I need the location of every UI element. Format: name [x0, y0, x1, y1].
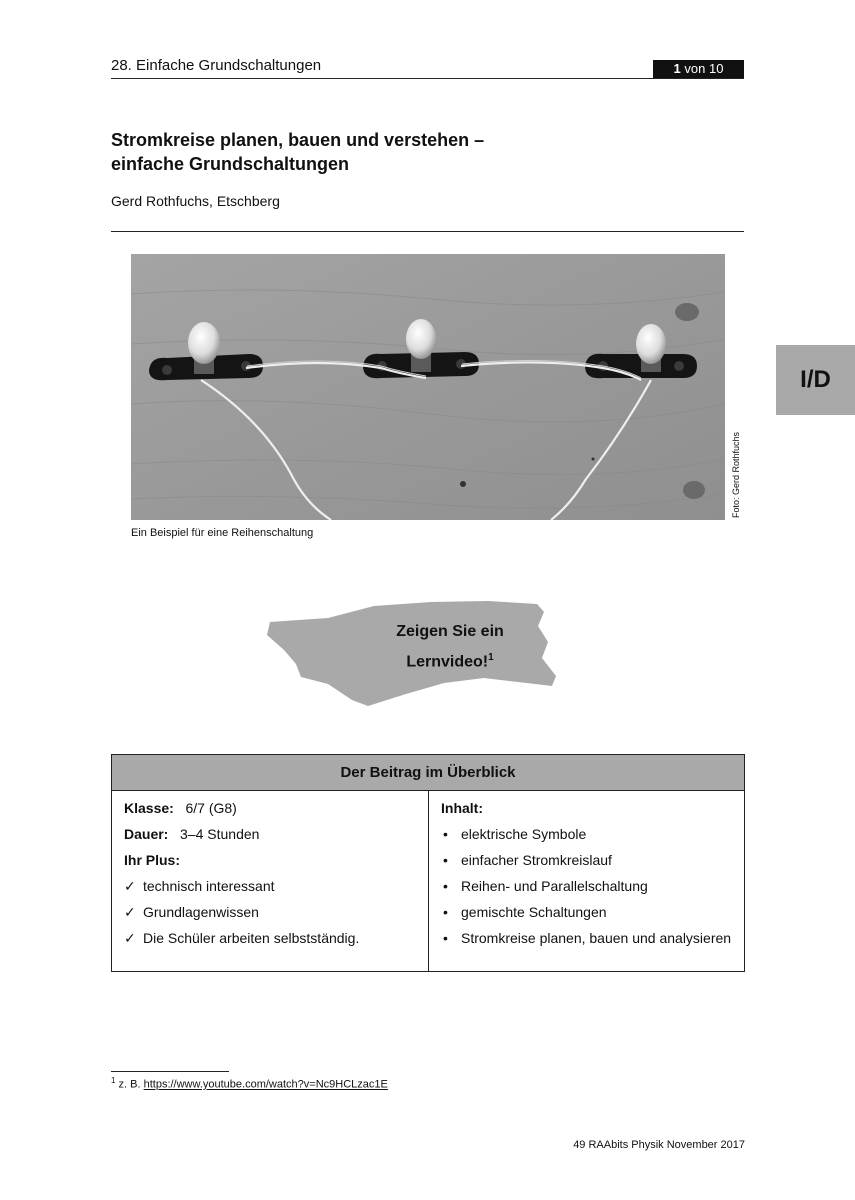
title-line-1: Stromkreise planen, bauen und verstehen –: [111, 130, 485, 150]
overview-right-column: [429, 791, 744, 971]
check-icon: ✓: [124, 930, 136, 946]
plus-item: ✓ technisch interessant: [124, 878, 275, 894]
inhalt-item: • Reihen- und Parallelschaltung: [443, 878, 648, 894]
overview-heading: Der Beitrag im Überblick: [112, 755, 744, 791]
page-number: 1: [673, 61, 681, 76]
title-rule: [111, 231, 744, 232]
footnote-prefix: z. B.: [118, 1078, 141, 1091]
imprint: 49 RAAbits Physik November 2017: [573, 1139, 745, 1151]
dauer-value: 3–4 Stunden: [180, 826, 260, 842]
page-of: von 10: [684, 61, 724, 76]
inhalt-label: Inhalt:: [441, 800, 483, 816]
circuit-photo: [131, 254, 725, 520]
circuit-photo-illustration: [131, 254, 725, 520]
check-icon: ✓: [124, 878, 136, 894]
footnote-number: 1: [111, 1076, 116, 1085]
bullet-icon: •: [443, 852, 448, 868]
inhalt-item: • gemischte Schaltungen: [443, 904, 607, 920]
page-number-badge: [653, 60, 744, 78]
running-head: 28. Einfache Grundschaltungen: [111, 57, 322, 74]
photo-caption: Ein Beispiel für eine Reihenschaltung: [131, 527, 314, 539]
banner-line-2: Lernvideo!$^1$: [406, 652, 494, 671]
bullet-icon: •: [443, 878, 448, 894]
footnote-link[interactable]: https://www.youtube.com/watch?v=Nc9HCLzac1E: [143, 1078, 388, 1091]
bullet-icon: •: [443, 930, 448, 946]
klasse-row: Klasse: 6/7 (G8): [124, 800, 237, 816]
page-title: [111, 128, 484, 176]
overview-left-column: [112, 791, 429, 971]
inhalt-item: • einfacher Stromkreislauf: [443, 852, 612, 868]
title-line-2: einfache Grundschaltungen: [111, 154, 350, 174]
header-rule: [111, 78, 744, 79]
bullet-icon: •: [443, 826, 448, 842]
section-tab-label: I/D: [800, 366, 831, 393]
author: Gerd Rothfuchs, Etschberg: [111, 193, 280, 209]
banner-text: [330, 619, 570, 675]
bullet-icon: •: [443, 904, 448, 920]
section-tab: [776, 345, 855, 415]
plus-item: ✓ Grundlagenwissen: [124, 904, 259, 920]
overview-body: [112, 791, 744, 971]
banner-line-1: Zeigen Sie ein: [396, 623, 504, 640]
banner-footnote-ref: 1: [488, 652, 494, 663]
plus-label: Ihr Plus:: [124, 852, 181, 868]
klasse-value: 6/7 (G8): [185, 800, 237, 816]
check-icon: ✓: [124, 904, 136, 920]
inhalt-item: • Stromkreise planen, bauen und analysieren: [443, 930, 732, 946]
photo-credit: Foto: Gerd Rothfuchs: [731, 431, 741, 518]
inhalt-item: • elektrische Symbole: [443, 826, 587, 842]
footnote: [111, 1076, 388, 1091]
plus-item: ✓ Die Schüler arbeiten selbstständig.: [124, 930, 360, 946]
dauer-row: Dauer: 3–4 Stunden: [124, 826, 260, 842]
footnote-rule: [111, 1071, 229, 1072]
overview-table: [111, 754, 745, 972]
